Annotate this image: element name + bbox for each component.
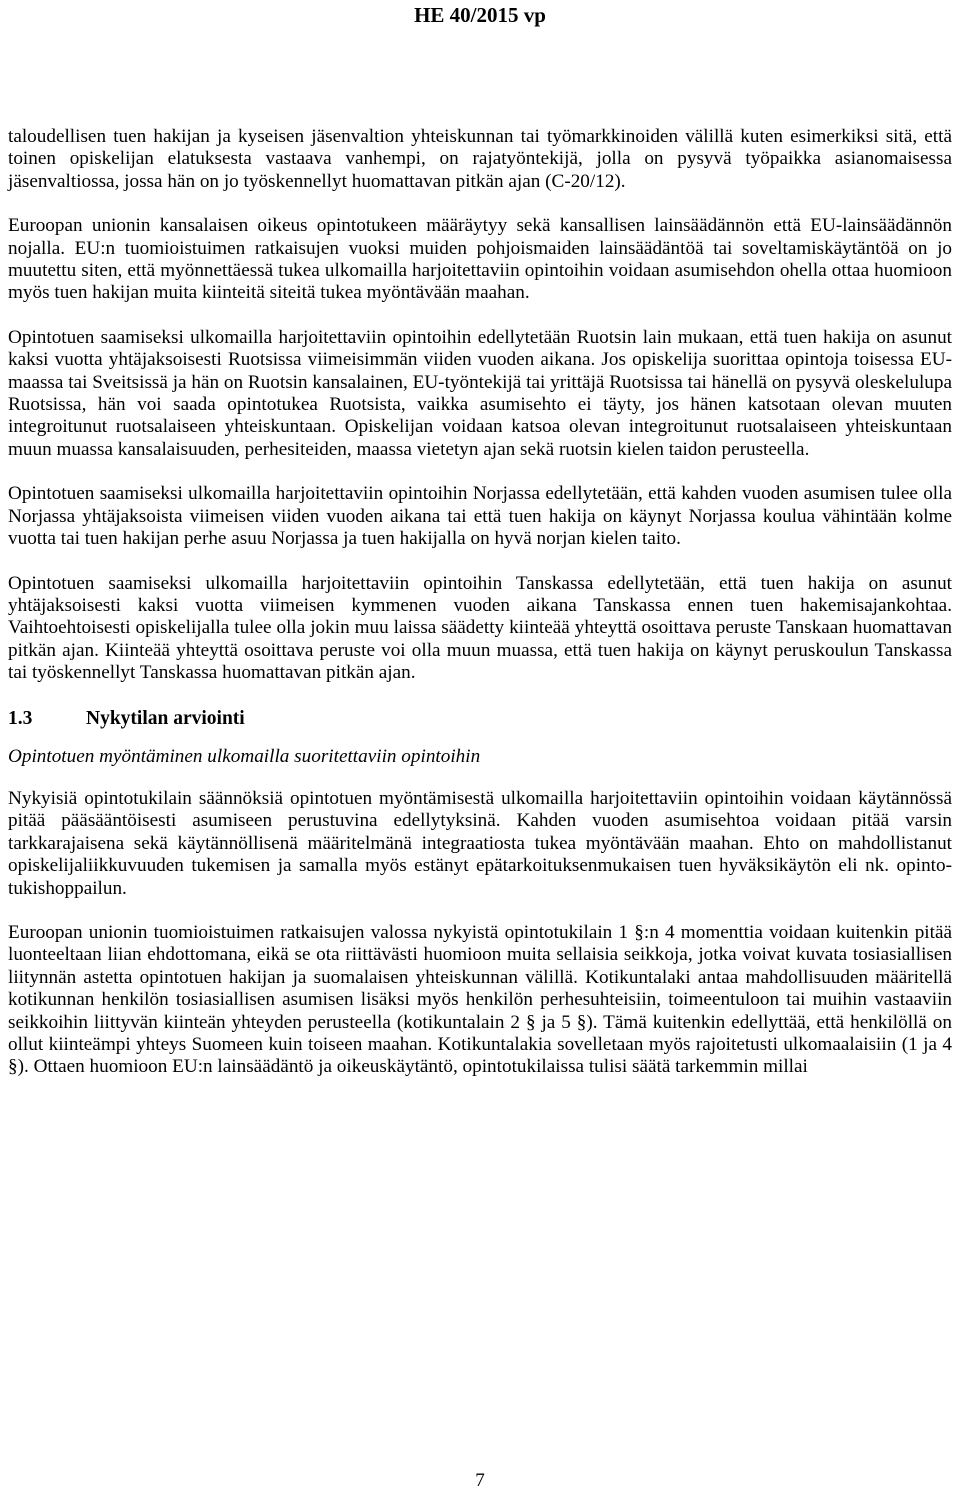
section-title: Nykytilan arviointi xyxy=(86,707,245,729)
paragraph-4: Opintotuen saamiseksi ulkomailla harjoitettaviin opintoihin Norjassa edellytetään, että kahden vuoden asumisen tulee olla Norjassa yhtäjaksoista viimeisen viiden vuoden aikana tai että tuen hakija on käynyt Norjassa koulua vähintään kolme vuotta tai tuen hakijan perhe asuu Norjassa ja tuen hakijalla on hyvä norjan kielen taito. xyxy=(8,483,952,550)
section-paragraph-2: Euroopan unionin tuomioistuimen ratkaisujen valossa nykyistä opintotukilain 1 §:n 4 momenttia voidaan kuitenkin pitää luonteeltaan liian ehdottomana, eikä se ota riittävästi huomioon muita sellaisia seikkoja, jotka voivat kuvata tosiasiallisen liitynnän astetta opintotuen hakijan ja suomalaisen yhteiskunnan välillä. Kotikuntalaki antaa mahdollisuuden määritellä kotikunnan henkilön tosiasiallisen asumisen lisäksi myös henkilön perhesuhteisiin, toimeentuloon tai muihin vastaaviin seikkoihin liittyvän kiinteän yhteyden perusteella (kotikuntalain 2 § ja 5 §). Tämä kuitenkin edellyttää, että henkilöllä on ollut kiinteämpi yhteys Suomeen kuin toiseen maahan. Kotikuntalakia sovelletaan myös rajoitetusti ulkomaalaisiin (1 ja 4 §). Ottaen huomioon EU:n lainsäädäntö ja oikeuskäytäntö, opintotukilaissa tulisi säätä tarkemmin millai xyxy=(8,921,952,1078)
section-subheading: Opintotuen myöntäminen ulkomailla suoritettaviin opintoihin xyxy=(8,745,481,767)
page-number: 7 xyxy=(475,1470,485,1491)
section-heading xyxy=(8,707,952,730)
document-id: HE 40/2015 vp xyxy=(414,3,546,27)
document-body xyxy=(8,126,952,1079)
section-paragraph-1: Nykyisiä opintotukilain säännöksiä opintotuen myöntämisestä ulkomailla harjoitettaviin opintoihin voidaan käytännössä pitää pääsääntöisesti asumiseen perustuvina edellytyksinä. Kahden vuoden asumisehtoa voidaan pitää varsin tarkkarajaisena sekä käytännöllisenä määritelmänä integraatiosta tukea myöntävään maahan. Ehto on mahdollistanut opiskelijaliikkuvuuden tukemisen ja samalla myös estänyt epätarkoituksenmukaisen tuen hyväksikäytön eli nk. opintotukishoppailun. xyxy=(8,787,952,899)
paragraph-3: Opintotuen saamiseksi ulkomailla harjoitettaviin opintoihin edellytetään Ruotsin lain mukaan, että tuen hakija on asunut kaksi vuotta yhtäjaksoisesti Ruotsissa viimeisimmän viiden vuoden aikana. Jos opiskelija suorittaa opintoja toisessa EU-maassa tai Sveitsissä ja hän on Ruotsin kansalainen, EU-työntekijä tai yrittäjä Ruotsissa tai hänellä on pysyvä oleskelulupa Ruotsissa, hän voi saada opintotukea Ruotsista, vaikka asumisehto ei täyty, jos hänen katsotaan olevan muuten integroitunut ruotsalaiseen yhteiskuntaan. Opiskelijan voidaan katsoa olevan integroitunut ruotsalaiseen yhteiskuntaan muun muassa kansalaisuuden, perhesiteiden, maassa vietetyn ajan sekä ruotsin kielen taidon perusteella. xyxy=(8,326,952,460)
section-number: 1.3 xyxy=(8,707,33,729)
paragraph-5: Opintotuen saamiseksi ulkomailla harjoitettaviin opintoihin Tanskassa edellytetään, että tuen hakija on asunut yhtäjaksoisesti kaksi vuotta viimeisen kymmenen vuoden aikana Tanskassa ennen tuen hakemisajankohtaa. Vaihtoehtoisesti opiskelijalla tulee olla jokin muu laissa säädetty kiinteää yhteyttä osoittava peruste Tanskaan huomattavan pitkän ajan. Kiinteää yhteyttä osoittava peruste voi olla muun muassa, että tuen hakija on käynyt peruskoulun Tanskassa tai työskennellyt Tanskassa huomattavan pitkän ajan. xyxy=(8,572,952,684)
paragraph-2: Euroopan unionin kansalaisen oikeus opintotukeen määräytyy sekä kansallisen lainsäädännön että EU-lainsäädännön nojalla. EU:n tuomioistuimen ratkaisujen vuoksi muiden pohjoismaiden lainsäädäntöä tai soveltamiskäytäntöä on jo muutettu siten, että myönnettäessä tukea ulkomailla harjoitettaviin opintoihin voidaan asumisehdon ohella ottaa huomioon myös tuen hakijan muita kiinteitä siteitä tukea myöntävään maahan. xyxy=(8,215,952,304)
paragraph-1: taloudellisen tuen hakijan ja kyseisen jäsenvaltion yhteiskunnan tai työmarkkinoiden välillä kuten esimerkiksi sitä, että toinen opiskelijan elatuksesta vastaava vanhempi, on rajatyöntekijä, jolla on pysyvä työpaikka asianomaisessa jäsenvaltiossa, jossa hän on jo työskennellyt huomattavan pitkän ajan (C-20/12). xyxy=(8,126,952,192)
